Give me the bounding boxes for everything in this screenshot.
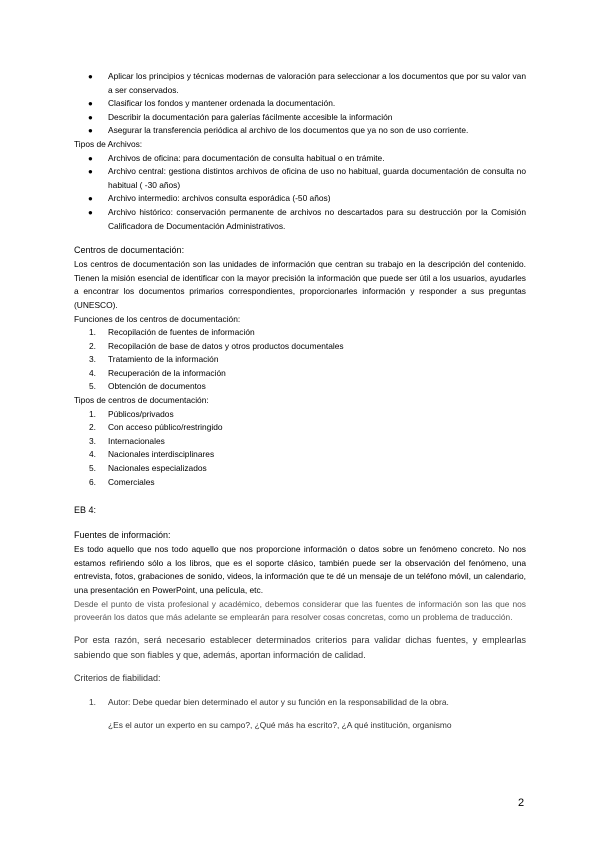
eb4-heading: EB 4: [74,505,97,516]
funciones-heading: Funciones de los centros de documentación: [74,313,241,324]
list-item: 2. Con acceso público/restringido [89,422,223,433]
bullet-icon: ● [88,99,93,109]
list-item: 1. Recopilación de fuentes de información [89,327,255,338]
criterio1-questions: ¿Es el autor un experto en su campo?, ¿Qué más ha escrito?, ¿A qué institución, organismo [108,720,452,731]
list-item: ● Archivo histórico: conservación permanente de archivos no descartados para su destrucción por la Comisión Calificadora de Documentación Administrativos. [88,206,526,231]
list-item: 1. Públicos/privados [89,408,174,419]
centros-heading: Centros de documentación: [74,245,185,256]
centros-paragraph: Los centros de documentación son las unidades de información que centran su trabajo en la descripción del contenido. Tienen la misión esencial de identificar con la mayor precisión la información que puede ser útil a los usuarios, ayudarles a encontrar los documentos primarios correspondientes, proporcionarles información y responder a sus preguntas (UNESCO). [74,259,526,310]
page-content [74,70,526,733]
bullet-icon: ● [88,153,93,163]
list-item: 3. Internacionales [89,435,165,446]
list-item: 5. Nacionales especializados [89,463,207,474]
list-item: ● Asegurar la transferencia periódica al archivo de los documentos que ya no son de uso corriente. [74,124,526,138]
bullet-icon: ● [88,126,93,136]
tipos-archivos-list [74,152,526,234]
fuentes-paragraph-2: Desde el punto de vista profesional y académico, debemos considerar que las fuentes de información son las que nos proveerán los datos que más adelante se emplearán para resolver cosas concretas, como un problema de traducción. [74,598,526,623]
tipos-centros-list [74,408,526,490]
criterios-heading: Criterios de fiabilidad: [74,672,161,683]
list-item: 4. Recuperación de la información [89,367,226,378]
criterios-list [74,696,526,710]
fuentes-paragraph: Es todo aquello que nos todo aquello que nos proporcione información o datos sobre un fenómeno concreto. No nos estamos refiriendo sólo a los libros, que es el soporte clásico, también puede ser la observación del fenómeno, una entrevista, fotos, grabaciones de sonido, videos, la información que te dé un mensaje de un teléfono móvil, un calendario, una presentación en PowerPoint, una película, etc. [74,544,526,595]
list-item: 3. Tratamiento de la información [89,354,219,365]
page-number: 2 [518,797,525,809]
bullet-icon: ● [88,112,93,122]
bullet-icon: ● [88,167,93,177]
bullet-list-top [74,70,526,138]
fuentes-paragraph-3: Por esta razón, será necesario establecer determinados criterios para validar dichas fuentes, y emplearlas sabiendo que son fiables y que, además, aportan información de calidad. [74,634,526,660]
funciones-list [74,326,526,394]
list-item: ● Archivo intermedio: archivos consulta esporádica (-50 años) [74,192,526,206]
list-item: ● Describir la documentación para galerías fácilmente accesible la información [74,111,526,125]
list-item: ● Archivos de oficina: para documentación de consulta habitual o en trámite. [74,152,526,166]
list-item: 4. Nacionales interdisciplinares [89,449,215,460]
bullet-icon: ● [88,207,93,217]
fuentes-heading: Fuentes de información: [74,530,171,541]
list-item: 6. Comerciales [89,476,155,487]
list-item: 1. Autor: Debe quedar bien determinado el autor y su función en la responsabilidad de la obra. [89,696,449,707]
tipos-centros-heading: Tipos de centros de documentación: [74,395,209,406]
tipos-archivos-heading: Tipos de Archivos: [74,138,143,149]
list-item: 5. Obtención de documentos [89,381,206,392]
bullet-icon: ● [88,194,93,204]
list-item: ● Aplicar los principios y técnicas modernas de valoración para seleccionar a los documentos que por su valor van a ser conservados. [88,71,526,95]
list-item: ● Archivo central: gestiona distintos archivos de oficina de uso no habitual, guarda documentación de consulta no habitual ( -30 años) [88,166,526,190]
list-item: ● Clasificar los fondos y mantener ordenada la documentación. [74,97,526,111]
bullet-icon: ● [88,72,93,81]
list-item: 2. Recopilación de base de datos y otros productos documentales [89,340,344,351]
